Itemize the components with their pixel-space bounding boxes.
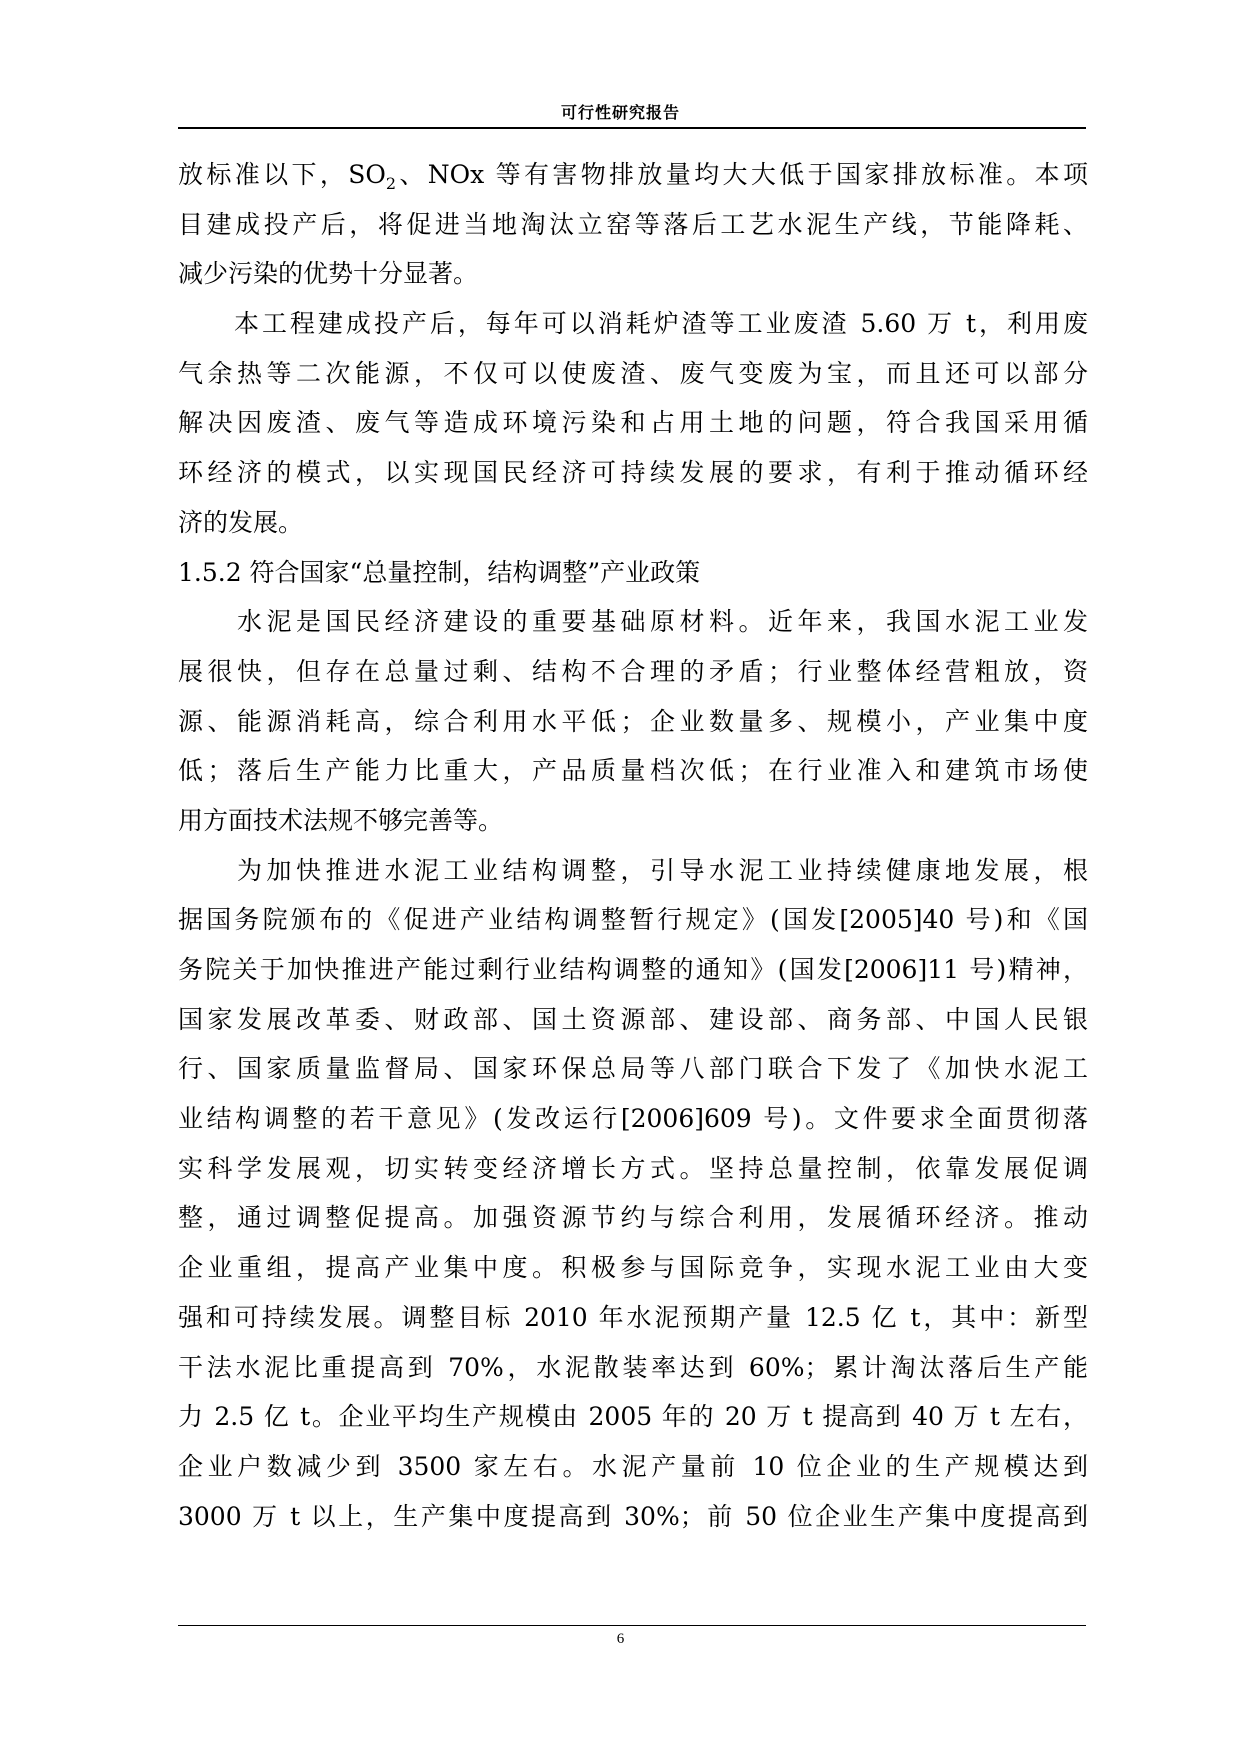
text-line: 本工程建成投产后，每年可以消耗炉渣等工业废渣 5.60 万 t，利用废 [178,309,1088,339]
footer-rule [178,1625,1086,1626]
text-line: 实科学发展观，切实转变经济增长方式。坚持总量控制，依靠发展促调 [178,1153,1088,1183]
text-line: 展很快，但存在总量过剩、结构不合理的矛盾；行业整体经营粗放，资 [178,656,1088,686]
text-line: 环经济的模式，以实现国民经济可持续发展的要求，有利于推动循环经 [178,458,1088,488]
text-line: 源、能源消耗高，综合利用水平低；企业数量多、规模小，产业集中度 [178,706,1088,736]
text-line: 为加快推进水泥工业结构调整，引导水泥工业持续健康地发展，根 [178,855,1088,885]
text-line: 1.5.2 符合国家“总量控制，结构调整”产业政策 [178,557,701,587]
text-line: 低；落后生产能力比重大，产品质量档次低；在行业准入和建筑市场使 [178,756,1088,786]
page-number: 6 [616,1631,625,1647]
text-line: 用方面技术法规不够完善等。 [178,805,504,835]
text-line: 企业重组，提高产业集中度。积极参与国际竞争，实现水泥工业由大变 [178,1253,1088,1283]
text-line: 务院关于加快推进产能过剩行业结构调整的通知》(国发[2006]11 号)精神， [178,955,1088,984]
text-line: 3000 万 t 以上，生产集中度提高到 30%；前 50 位企业生产集中度提高到 [178,1501,1088,1531]
text-line: 解决因废渣、废气等造成环境污染和占用土地的问题，符合我国采用循 [178,408,1088,438]
text-line: 目建成投产后，将促进当地淘汰立窑等落后工艺水泥生产线，节能降耗、 [178,209,1088,239]
text-line: 济的发展。 [178,507,304,537]
page-header-title: 可行性研究报告 [560,103,680,122]
text-line: 水泥是国民经济建设的重要基础原材料。近年来，我国水泥工业发 [178,607,1088,637]
text-line: 力 2.5 亿 t。企业平均生产规模由 2005 年的 20 万 t 提高到 40 万 t 左右， [178,1402,1088,1432]
text-line: 减少污染的优势十分显著。 [178,259,479,289]
text-line: 干法水泥比重提高到 70%，水泥散装率达到 60%；累计淘汰落后生产能 [178,1352,1088,1382]
subscript-2: 2 [385,174,397,193]
text-line: 企业户数减少到 3500 家左右。水泥产量前 10 位企业的生产规模达到 [178,1451,1088,1481]
text-line: 强和可持续发展。调整目标 2010 年水泥预期产量 12.5 亿 t，其中：新型 [178,1302,1088,1332]
header-rule [178,127,1086,129]
text-line: 国家发展改革委、财政部、国土资源部、建设部、商务部、中国人民银 [178,1004,1088,1034]
text-line: 整，通过调整促提高。加强资源节约与综合利用，发展循环经济。推动 [178,1203,1088,1233]
text-line: 放标准以下，$SO_2$、NOx 等有害物排放量均大大低于国家排放标准。本项 [178,160,1089,193]
text-line: 据国务院颁布的《促进产业结构调整暂行规定》(国发[2005]40 号)和《国 [178,905,1088,935]
text-line: 气余热等二次能源，不仅可以使废渣、废气变废为宝，而且还可以部分 [178,358,1088,388]
document-body [178,150,1088,1541]
text-line: 业结构调整的若干意见》(发改运行[2006]609 号)。文件要求全面贯彻落 [178,1104,1088,1134]
text-line: 行、国家质量监督局、国家环保总局等八部门联合下发了《加快水泥工 [178,1054,1088,1084]
